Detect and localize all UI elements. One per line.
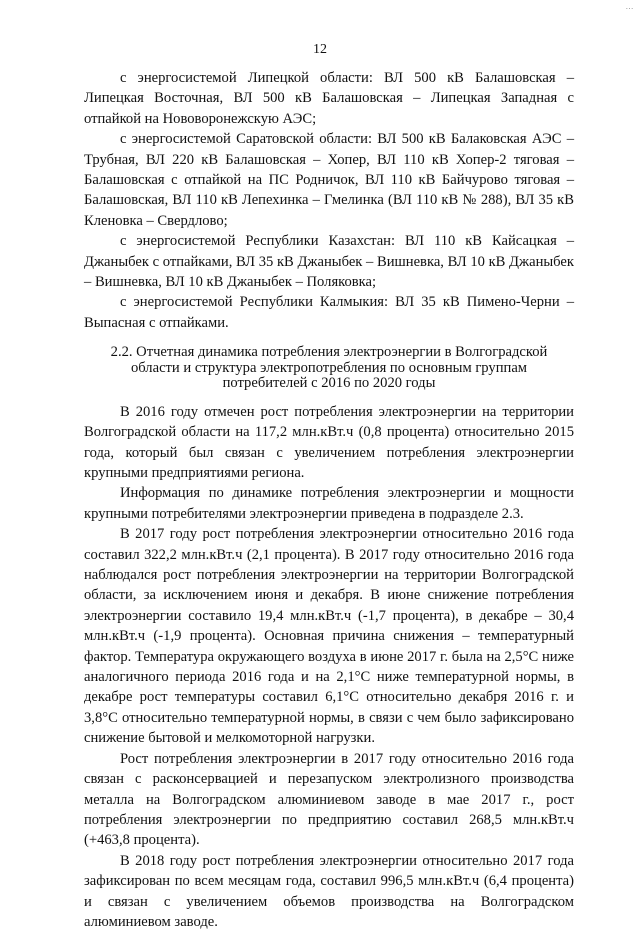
paragraph-2017: В 2017 году рост потребления электроэнергии относительно 2016 года составил 322,2 млн.кВт.ч (2,1 процента). В 2017 году относительно 2016 года наблюдался рост потребления электроэнергии на территории Волгоградской области, за исключением июня и декабря. В июне снижение потребления электроэнергии составило 19,4 млн.кВт.ч (-1,7 процента), в декабре – 30,4 млн.кВт.ч (-1,9 процента). Основная причина снижения – температурный фактор. Температура окружающего воздуха в июне 2017 г. была на 2,5°С ниже аналогичного периода 2016 года и на 2,1°С ниже температурной нормы, в декабре рост температуры составил 6,1°С относительно декабря 2016 г. и 3,8°С относительно температурной нормы, в связи с чем было зафиксировано снижение бытовой и мелкомоторной нагрузки. bbox=[84, 526, 574, 747]
paragraph-saratov: с энергосистемой Саратовской области: ВЛ 500 кВ Балаковская АЭС – Трубная, ВЛ 220 кВ Балашовская – Хопер, ВЛ 110 кВ Хопер-2 тяговая – Балашовская с отпайкой на ПС Родничок, ВЛ 110 кВ Байчурово тяговая – Балашовская, ВЛ 110 кВ Лепехинка – Гмелинка (ВЛ 110 кВ № 288), ВЛ 35 кВ Кленовка – Свердлово; bbox=[84, 131, 574, 229]
paragraph-2018: В 2018 году рост потребления электроэнергии относительно 2017 года зафиксирован по всем месяцам года, составил 996,5 млн.кВт.ч (6,4 процента) и связан с увеличением объемов производства на Волгоградском алюминиевом заводе. bbox=[84, 852, 574, 930]
paragraph-kazakhstan: с энергосистемой Республики Казахстан: ВЛ 110 кВ Кайсацкая – Джаныбек с отпайками, ВЛ 35 кВ Джаныбек – Вишневка, ВЛ 10 кВ Джаныбек – Вишневка, ВЛ 10 кВ Джаныбек – Поляковка; bbox=[84, 233, 574, 291]
paragraph-kalmykia: с энергосистемой Республики Калмыкия: ВЛ 35 кВ Пимено-Черни – Выпасная с отпайками. bbox=[84, 294, 574, 331]
section-heading-line-3: потребителей с 2016 по 2020 годы bbox=[222, 375, 436, 392]
paragraph-2016: В 2016 году отмечен рост потребления электроэнергии на территории Волгоградской области на 117,2 млн.кВт.ч (0,8 процента) относительно 2015 года, который был связан с увеличением потребления электроэнергии крупными предприятиями региона. bbox=[84, 403, 574, 481]
section-heading-line-2: области и структура электропотребления по основным группам bbox=[130, 359, 528, 376]
corner-mark: … bbox=[625, 2, 634, 11]
paragraph-info-reference: Информация по динамике потребления электроэнергии и мощности крупными потребителями электроэнергии приведена в подразделе 2.3. bbox=[84, 485, 574, 522]
paragraph-lipetsk: с энергосистемой Липецкой области: ВЛ 500 кВ Балашовская – Липецкая Восточная, ВЛ 500 кВ Балашовская – Липецкая Западная с отпайкой на Нововоронежскую АЭС; bbox=[84, 70, 574, 127]
page-number: 12 bbox=[313, 42, 327, 57]
document-body bbox=[84, 68, 574, 932]
paragraph-2017-growth: Рост потребления электроэнергии в 2017 году относительно 2016 года связан с расконсервацией и перезапуском электролизного производства металла на Волгоградском алюминиевом заводе в мае 2017 г., рост потребления электроэнергии по предприятию составил 268,5 млн.кВт.ч (+463,8 процента). bbox=[84, 750, 574, 849]
section-heading bbox=[84, 345, 574, 392]
section-heading-line-1: 2.2. Отчетная динамика потребления электроэнергии в Волгоградской bbox=[110, 344, 548, 361]
